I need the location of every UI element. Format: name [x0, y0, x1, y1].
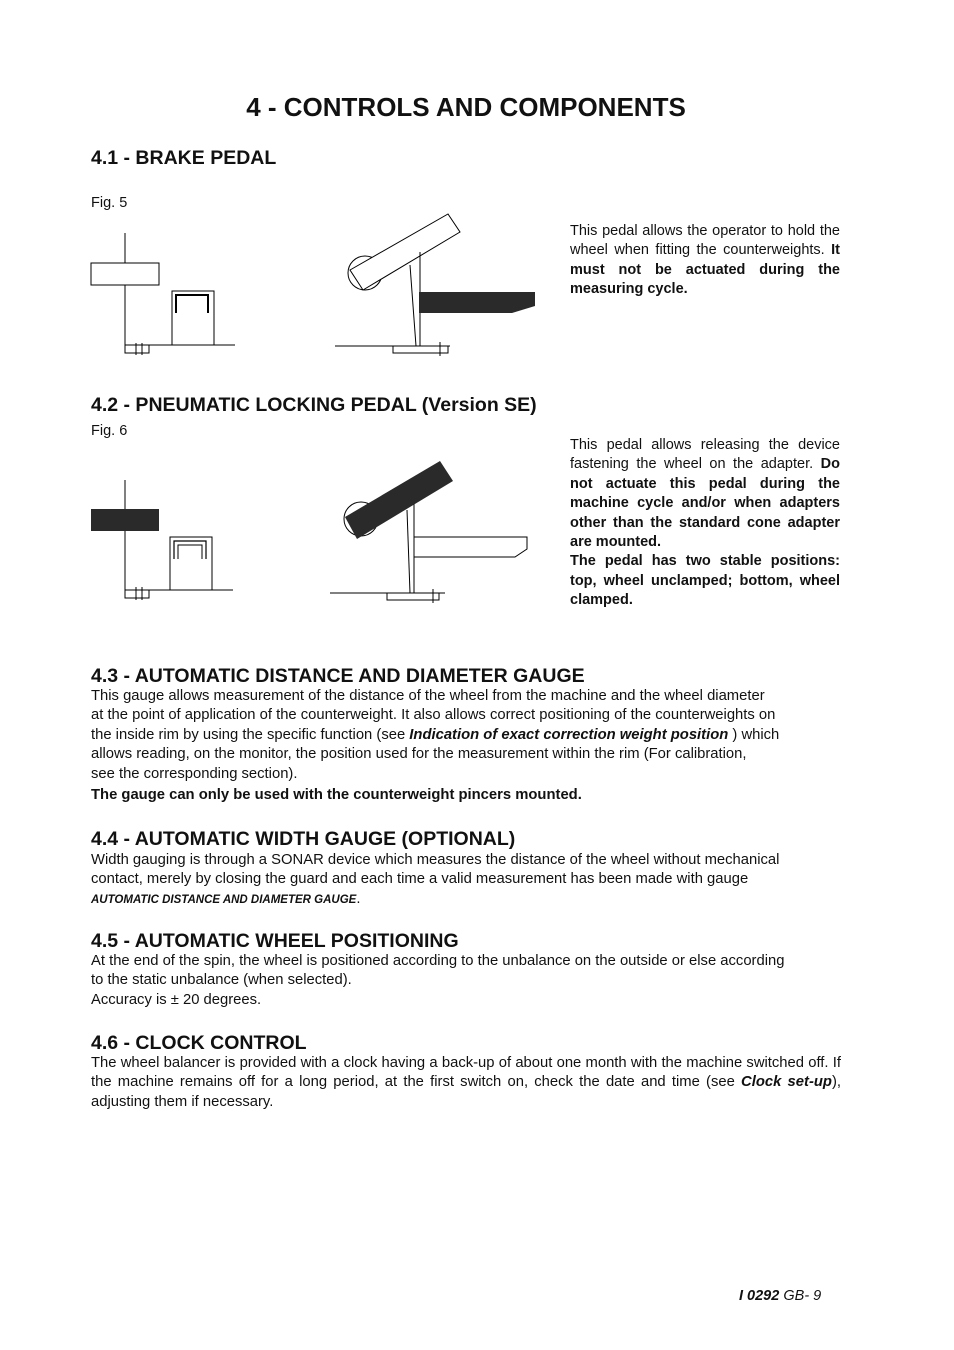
text-line: AUTOMATIC DISTANCE AND DIAMETER GAUGE. — [91, 890, 361, 907]
text-line: Width gauging is through a SONAR device which measures the distance of the wheel without mechanical — [91, 852, 780, 868]
clock-setup-reference: Clock set-up — [741, 1074, 832, 1091]
section-heading-4-4: 4.4 - AUTOMATIC WIDTH GAUGE (OPTIONAL) — [91, 828, 516, 850]
section-heading-4-1: 4.1 - BRAKE PEDAL — [91, 147, 277, 169]
document-code: I 0292 — [739, 1288, 780, 1304]
language-code: GB — [779, 1288, 805, 1304]
text-line: allows reading, on the monitor, the position used for the measurement within the rim (For calibration, — [91, 746, 747, 763]
brake-pedal-front-view — [80, 225, 250, 360]
brake-pedal-text: This pedal allows the operator to hold the wheel when fitting the counterweights. — [570, 223, 840, 259]
page-footer — [739, 1288, 821, 1304]
section-heading-4-6: 4.6 - CLOCK CONTROL — [91, 1032, 307, 1054]
text-line: see the corresponding section). — [91, 765, 298, 782]
brake-pedal-description — [570, 222, 840, 300]
locking-pedal-warning: Do not actuate this pedal during the machine cycle and/or when adapters other than the standard cone adapter are mounted. — [570, 456, 840, 551]
text-line: At the end of the spin, the wheel is positioned according to the unbalance on the outside or else according — [91, 953, 785, 969]
clock-control-description: The wheel balancer is provided with a clock having a back-up of about one month with the machine switched off. If the machine remains off for a long period, at the first switch on, check the date and time (see Clock set-up), adjusting them if necessary. — [91, 1055, 841, 1110]
gauge-reference: AUTOMATIC DISTANCE AND DIAMETER GAUGE — [91, 893, 357, 906]
text-line: at the point of application of the counterweight. It also allows correct positioning of the counterweights on — [91, 707, 776, 724]
section-heading-4-5: 4.5 - AUTOMATIC WHEEL POSITIONING — [91, 930, 459, 952]
locking-pedal-text: This pedal allows releasing the device fastening the wheel on the adapter. — [570, 437, 840, 473]
brake-pedal-warning: It must not be actuated during the measuring cycle. — [570, 242, 840, 298]
text-line: to the static unbalance (when selected). — [91, 972, 352, 989]
text-line: contact, merely by closing the guard and each time a valid measurement has been made with gauge — [91, 871, 749, 888]
text-line: Accuracy is ± 20 degrees. — [91, 991, 262, 1008]
figure-label-6: Fig. 6 — [91, 423, 128, 439]
page-number: - 9 — [804, 1288, 822, 1304]
page-title: 4 - CONTROLS AND COMPONENTS — [246, 92, 686, 122]
locking-pedal-front-view — [80, 475, 250, 605]
distance-gauge-warning: The gauge can only be used with the counterweight pincers mounted. — [91, 787, 582, 804]
text-line: the inside rim by using the specific function (see Indication of exact correction weight position ) which — [91, 726, 780, 743]
function-reference: Indication of exact correction weight position — [409, 726, 729, 743]
locking-pedal-positions: The pedal has two stable positions: top, wheel unclamped; bottom, wheel clamped. — [570, 553, 840, 609]
text-line: This gauge allows measurement of the distance of the wheel from the machine and the wheel diameter — [91, 688, 765, 704]
figure-label-5: Fig. 5 — [91, 195, 128, 211]
locking-pedal-side-view — [325, 455, 535, 605]
brake-pedal-side-view — [330, 210, 540, 360]
distance-gauge-description — [91, 687, 841, 805]
wheel-positioning-description — [91, 952, 841, 1010]
width-gauge-description — [91, 851, 841, 910]
section-heading-4-3: 4.3 - AUTOMATIC DISTANCE AND DIAMETER GAUGE — [91, 665, 585, 687]
locking-pedal-description — [570, 436, 840, 611]
section-heading-4-2: 4.2 - PNEUMATIC LOCKING PEDAL (Version SE) — [91, 394, 537, 416]
